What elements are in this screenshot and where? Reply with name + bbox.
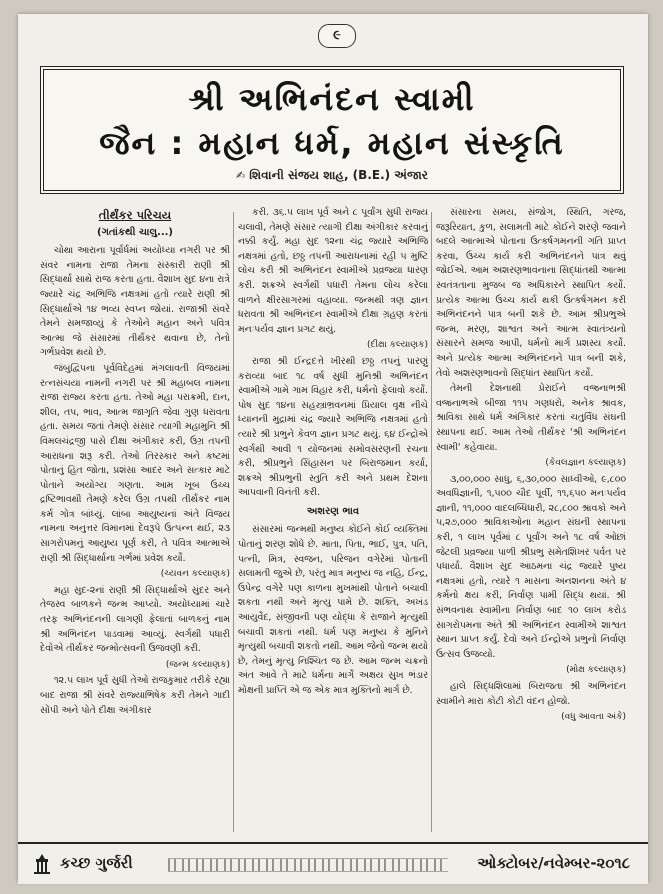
section-subheading: (ગતાંકથી ચાલુ...)	[97, 226, 173, 238]
kalyanak-note: (મોક્ષ કલ્યાણક)	[566, 665, 626, 676]
paragraph: સંસારના સમય, સંજોગ, સ્થિતિ, ગરજ, જરૂરિયાત, કુળ, સલામતી માટે કોઈને શરણે જવાને બદલે આત્માએ પોતાના ઉત્કર્ષગમનની ગતિ પ્રાપ્ત કરવા, ઉચ્ચ કાર્ય કરી અભિનંદનને પાત્ર થવું જોઈએ. આમ અશરણભાવનાના સિદ્ધાંતથી આત્મા સ્વતંત્રતાના મુજબ જ અધિકારને સ્થાપિત કર્યો. પ્રત્યેક આત્મા ઉચ્ચ કાર્ય થકી ઉત્કર્ષગમન કરી અભિનંદનને પાત્ર બની શકે છે. આમ શ્રીપ્રભુએ જન્મ, મરણ, શાશ્વત અને આત્મ સ્વાતંત્ર્યનો સંસારને સમજ આપી, ધર્મનો માર્ગ પ્રશસ્ય કર્યો. અને પ્રત્યેક આત્મા અભિનંદનને પાત્ર બની શકે, તેવો અશરણભાવનો સિદ્ધાંત સ્થાપિત કર્યો.	[436, 207, 626, 379]
paragraph: રાજા શ્રી ઈન્દ્રદત્તે ખીરથી છઠ્ઠ તપનું પારણું કરાવ્યા બાદ ૧૮ વર્ષ સુધી મુનિશ્રી અભિનંદન સ્વામીએ ગામે ગામ વિહાર કરી, ધર્મનો ફેલાવો કર્યો. પોષ સુદ ૧૪ના સહસ્ત્રાભ્રવનમાં પ્રિયાલ વૃક્ષ નીચે ધ્યાનની મુદ્રામાં ચંદ્ર જ્યારે અભિજિ નક્ષત્રમાં હતો ત્યારે શ્રી પ્રભુને કેવળ જ્ઞાન પ્રગટ થયું. ૬૪ ઈન્દ્રોએ સ્વર્ગથી આવી ૧ યોજનમાં સમોવસરણની રચના કરી, શ્રીપ્રભુને સિંહાસન પર બિરાજમાન કર્યા, શક્રએ શ્રીપ્રભુની સ્તુતિ કરી અને પ્રથમ દેશના આપવાની વિનંતી કરી.	[238, 355, 428, 499]
paragraph: ૧૨.૫ લાખ પૂર્વ સુધી તેઓ રાજકુમાર તરીકે રહ્યા બાદ રાજા શ્રી સંવરે રાજ્યાભિષેક કરી તેમને ગાદી સોંપી અને પોતે દીક્ષા અંગીકાર	[40, 675, 230, 716]
author-byline	[44, 168, 620, 183]
title-box	[40, 66, 624, 194]
paragraph: મહા સુદ-૨નાં રાણી શ્રી સિદ્ધાર્થાએ સુંદર અને તેજસ્વ બાળકને જન્મ આપ્યો. અયોધ્યામાં ચારે તરફ અભિનંદનની લાગણી ફેલાતાં બાળકનું નામ શ્રી અભિનંદન પાડવામાં આવ્યું. સ્વર્ગથી પધારી દેવોએ તીર્થંકર જન્મોત્સવની ઉજવણી કરી.	[40, 584, 230, 655]
paragraph: હાલે સિદ્ધશિલામાં બિરાજતા શ્રી અભિનંદન સ્વામીને મારા કોટી કોટી વંદન હોજો.	[436, 681, 626, 707]
paragraph: જંબુદ્વિપના પૂર્વવિદેહમાં મંગલાવતી વિજયમાં રત્નસંચયા નામની નગરી પર શ્રી મહાબલ નામના રાજા રાજ્ય કરતા હતા. તેઓ મહા પરાક્રમી, દાન, શીલ, તપ, ભાવ, આત્મ જાગૃતિ જેવા ગુણ ધરાવતા હતા. સમય જતાં તેમણે સંસાર ત્યાગી મહામુનિ શ્રી વિમલચંદ્રજી પાસે દીક્ષા અંગીકાર કરી, ઉગ્ર તપની આરાધના શરૂ કરી. તેઓ તિરસ્કાર અને કષ્ટમાં પોતાનું હિત જોતા, પ્રશંસા આદર અને સત્કાર માટે પોતાને અયોગ્ય ગણતા. આમ ખૂબ ઉચ્ચ દ્રષ્ટિભાવથી તેમણે કરેલ ઉગ્ર તપથી તીર્થંકર નામ કર્મ ગોત્ર બાંધ્યું. લાંબા આયુષ્યનાં અંતે વિજય નામના અનુત્તર વિમાનમાં દેવરૂપે ઉત્પન્ન થઈ, ૨૩ સાગરોપમનું આયુષ્ય પૂર્ણ કરી, તે પવિત્ર આત્માએ રાણી શ્રી સિદ્ધાર્થાના ગર્ભમાં પ્રવેશ કર્યો.	[40, 362, 230, 564]
section-heading: તીર્થંકર પરિચય	[98, 208, 172, 222]
column-2	[238, 206, 428, 844]
pen-icon: ✍	[236, 169, 246, 182]
author-name: શિવાની સંજય શાહ, (B.E.) અંજાર	[249, 168, 428, 182]
kalyanak-note: (ચ્યવન કલ્યાણક)	[160, 569, 230, 580]
paragraph: ૩,૦૦,૦૦૦ સાધુ, ૬,૩૦,૦૦૦ સાધ્વીઓ, ૯,૮૦૦ અવધિજ્ઞાની, ૧,૫૦૦ ચૌદ પૂર્વી, ૧૧,૬૫૦ મનઃપર્યવ જ્ઞાની, ૧૧,૦૦૦ વાદલબ્ધિધારી, ૨૮,૮૦૦ શ્રાવકો અને ૫,૨૭,૦૦૦ શ્રાવિકાઓના મહાન સંઘની સ્થાપના કરી, ૧ લાખ પૂર્વમાં ૮ પૂર્વાંગ અને ૧૮ વર્ષ ઓછાં જેટલી પ્રવ્રજ્યા પાળી શ્રીપ્રભુ સમેતશિખર પર્વત પર પધાર્યા. વૈશાખ સુદ આઠમના ચંદ્ર જ્યારે પુષ્ય નક્ષત્રમાં હતો, ત્યારે ૧ માસના અનશનના અંતે ૪ કર્મનો ક્ષય કરી, નિર્વાણ પામી સિદ્ધ થયાં. શ્રી સંભવનાથ સ્વામીના નિર્વાણ બાદ ૧૦ લાખ કરોડ સાગરોપમના અંતે શ્રી અભિનંદન સ્વામીએ શાશ્વત સ્થાન પ્રાપ્ત કર્યું. દેવો અને ઈન્દ્રોએ પ્રભુનો નિર્વાણ ઉત્સવ ઉજવ્યો.	[436, 473, 626, 660]
paragraph: સંસારમાં જન્મથી મનુષ્ય કોઈને કોઈ વ્યક્તિમાં પોતાનું શરણ શોધે છે. માતા, પિતા, ભાઈ, પુત્ર, પતિ, પત્ની, મિત્ર, સ્વજન, પરિજન વગેરેમાં પોતાની સલામતી જુએ છે, પરંતુ માત્ર મનુષ્ય જ નહિ, ઈન્દ્ર, ઉપેન્દ્ર વગેરે પણ કાળના મુખમાંથી પોતાને બચાવી શકતા નથી અને મૃત્યુ પામે છે. શક્તિ, અખંડ આયુર્વેદ, સંજીવની પણ યોદ્ધા કે રાજાને મૃત્યુથી બચાવી શકતાં નથી. ધર્મ પણ મનુષ્ય કે મુનિને મૃત્યુથી બચાવી શકતો નથી. આમ જેનો જન્મ થયો છે, તેમનું મૃત્યુ નિશ્ચિત જ છે. આમ જન્મ ચક્રનો અંત આવે તે માટે ધર્મના માર્ગે અક્ષય સુખ ભંડાર મોક્ષની પ્રાપ્તિ એ જ એક માત્ર મુક્તિનો માર્ગ છે.	[238, 524, 428, 696]
column-divider	[233, 212, 234, 832]
magazine-page	[18, 14, 648, 882]
paragraph: ચોથા આરાના પૂર્વાર્ધમાં અયોધ્યા નગરી પર શ્રી સંવર નામના રાજા તેમના સંસ્કારી રાણી શ્રી સિદ્ધાર્થા સાથે રાજ કરતા હતા. વૈશાખ સુદ ૪ના રાત્રે જ્યારે ચંદ્ર અભિજિ નક્ષત્રમાં હતો ત્યારે રાણી શ્રી સિદ્ધાર્થાએ ૧૪ ભવ્ય સ્વપ્ન જોયાં. રાજાશ્રી સંવરે તેમને સમજાવ્યું કે તેઓને મહાન અને પવિત્ર આત્મા જે સંસારમાં તીર્થંકર થવાના છે, તેનો ગર્ભપ્રવેશ થયો છે.	[40, 245, 230, 359]
column-divider	[431, 212, 432, 832]
continued-note: (વધુ આવતા અંકે)	[561, 712, 626, 723]
column-1	[40, 206, 230, 844]
page-number: ૯	[318, 24, 356, 48]
decorative-border	[168, 858, 448, 872]
article-title: શ્રી અભિનંદન સ્વામી	[188, 80, 476, 118]
paragraph: કરી. ૩૬.૫ લાખ પૂર્વ અને ૮ પૂર્વાંગ સુધી રાજ્ય ચલાવી, તેમણે સંસાર ત્યાગી દીક્ષા અંગીકાર કરવાનું નક્કી કર્યું. મહા સુદ ૧૨ના ચંદ્ર જ્યારે અભિજિ નક્ષત્રમાં હતો, છઠ્ઠ તપની આરાધનામાં રહી ૫ મુષ્ટિ લોચ કરી શ્રી અભિનંદન સ્વામીએ પ્રવ્રજ્યા ધારણ કરી. શક્રએ સ્વર્ગથી પધારી તેમના લોચ કરેલા વાળને ક્ષીરસાગરમાં વહાવ્યા. જન્મથી ત્રણ જ્ઞાન ધરાવતા શ્રી અભિનંદન સ્વામીએ દીક્ષા ગ્રહણ કરતાં મનઃપર્યવ જ્ઞાન પ્રગટ થયું.	[238, 207, 428, 335]
kalyanak-note: (દીક્ષા કલ્યાણક)	[366, 340, 428, 351]
page-footer	[18, 842, 648, 884]
kalyanak-note: (જન્મ કલ્યાણક)	[165, 659, 230, 670]
issue-date: ઓક્ટોબર/નવેમ્બર-૨૦૧૮	[477, 854, 630, 872]
magazine-name: કચ્છ ગુર્જરી	[60, 854, 133, 872]
section-heading: અશરણ ભાવ	[306, 505, 360, 517]
kalyanak-note: (કેવલજ્ઞાન કલ્યાણક)	[545, 458, 626, 469]
paragraph: તેમની દેશનાથી પ્રેરાઈને વજ્રનાભશ્રી વજ્રનાભએ બીજા ૧૧૫ ગણધરો, અનેક શ્રાવક, શ્રાવિકા સાથે ધર્મ અંગિકાર કરતાં ચતુર્વિધ સંઘની સ્થાપના થઈ. આમ તેઓ તીર્થંકર 'શ્રી અભિનંદન સ્વામી' કહેવાયા.	[436, 383, 626, 453]
article-subtitle: જૈન : મહાન ધર્મ, મહાન સંસ્કૃતિ	[99, 124, 565, 162]
temple-icon	[30, 852, 54, 876]
column-3	[436, 206, 626, 844]
